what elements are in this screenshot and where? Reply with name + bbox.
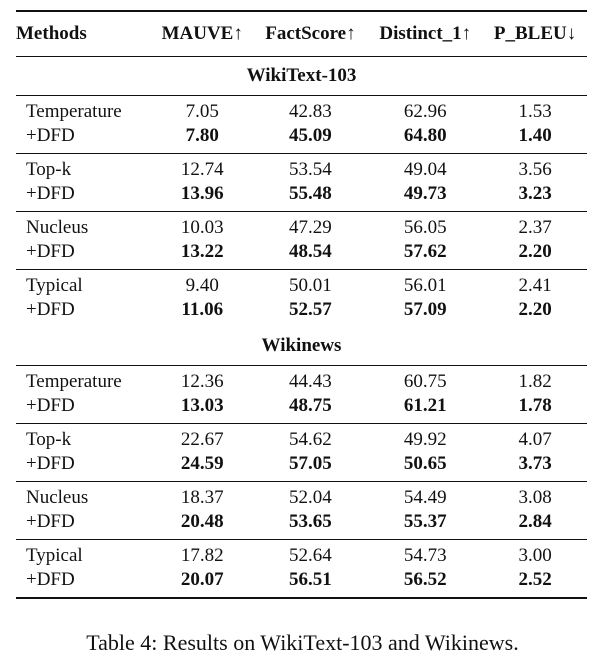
value-cell: 18.37 xyxy=(180,487,224,508)
table-header-row xyxy=(16,11,587,57)
table-body xyxy=(16,57,587,599)
method-cell: Nucleus xyxy=(26,487,89,508)
value-cell: 1.53 xyxy=(518,101,552,122)
results-table xyxy=(16,10,587,599)
value-cell: 2.84 xyxy=(483,510,587,540)
value-cell: 45.09 xyxy=(253,124,367,154)
section-title: WikiText-103 xyxy=(16,57,587,96)
value-cell: 57.09 xyxy=(403,299,447,320)
value-cell: 49.73 xyxy=(367,182,483,212)
table-row-dfd xyxy=(16,240,587,270)
value-cell: 17.82 xyxy=(180,545,224,566)
method-cell: +DFD xyxy=(16,240,151,270)
table-row-baseline xyxy=(16,482,587,511)
value-cell: 20.48 xyxy=(151,510,253,540)
value-cell: 49.04 xyxy=(403,159,447,180)
value-cell: 57.05 xyxy=(253,452,367,482)
value-cell: 11.06 xyxy=(181,299,224,320)
section-header-row xyxy=(16,327,587,366)
value-cell: 2.41 xyxy=(518,275,552,296)
value-cell: 50.65 xyxy=(367,452,483,482)
method-cell: Temperature xyxy=(26,101,122,122)
value-cell: 1.40 xyxy=(483,124,587,154)
value-cell: 49.92 xyxy=(403,429,447,450)
value-cell: 22.67 xyxy=(180,429,224,450)
value-cell: 4.07 xyxy=(518,429,552,450)
header-methods: Methods xyxy=(16,11,151,57)
table-row-dfd xyxy=(16,182,587,212)
section-title: Wikinews xyxy=(16,327,587,366)
value-cell: 56.01 xyxy=(403,275,447,296)
value-cell: 13.03 xyxy=(151,394,253,424)
value-cell: 54.49 xyxy=(403,487,447,508)
table-row-baseline xyxy=(16,154,587,183)
value-cell: 52.04 xyxy=(289,487,332,508)
value-cell: 12.36 xyxy=(180,371,224,392)
method-cell: +DFD xyxy=(16,452,151,482)
value-cell: 55.48 xyxy=(253,182,367,212)
value-cell: 3.23 xyxy=(483,182,587,212)
value-cell: 47.29 xyxy=(289,217,332,238)
method-cell: Top-k xyxy=(26,159,72,180)
value-cell: 50.01 xyxy=(289,275,332,296)
value-cell: 56.52 xyxy=(367,568,483,598)
method-cell: +DFD xyxy=(16,510,151,540)
value-cell: 64.80 xyxy=(367,124,483,154)
value-cell: 3.08 xyxy=(518,487,552,508)
table-row-dfd xyxy=(16,394,587,424)
value-cell: 2.20 xyxy=(518,299,552,320)
value-cell: 2.52 xyxy=(483,568,587,598)
value-cell: 13.96 xyxy=(151,182,253,212)
header-mauve: MAUVE↑ xyxy=(151,11,253,57)
value-cell: 12.74 xyxy=(180,159,224,180)
value-cell: 7.80 xyxy=(151,124,253,154)
value-cell: 56.51 xyxy=(253,568,367,598)
value-cell: 24.59 xyxy=(151,452,253,482)
value-cell: 61.21 xyxy=(367,394,483,424)
method-cell: Temperature xyxy=(26,371,122,392)
method-cell: Typical xyxy=(26,275,83,296)
table-caption: Table 4: Results on WikiText-103 and Wikinews. xyxy=(86,630,519,655)
value-cell: 3.73 xyxy=(483,452,587,482)
header-distinct-1: Distinct_1↑ xyxy=(367,11,483,57)
method-cell: +DFD xyxy=(16,124,151,154)
value-cell: 48.75 xyxy=(253,394,367,424)
table-row-baseline xyxy=(16,424,587,453)
header-p-bleu: P_BLEU↓ xyxy=(483,11,587,57)
value-cell: 60.75 xyxy=(403,371,447,392)
table-row-baseline xyxy=(16,540,587,569)
table-row-dfd xyxy=(16,124,587,154)
value-cell: 42.83 xyxy=(289,101,332,122)
section-header-row xyxy=(16,57,587,96)
value-cell: 56.05 xyxy=(403,217,447,238)
value-cell: 57.62 xyxy=(367,240,483,270)
value-cell: 52.57 xyxy=(289,299,332,320)
value-cell: 13.22 xyxy=(151,240,253,270)
table-row-dfd xyxy=(16,568,587,598)
value-cell: 53.54 xyxy=(289,159,332,180)
table-row-baseline xyxy=(16,270,587,299)
table-row-dfd xyxy=(16,298,587,327)
value-cell: 2.37 xyxy=(518,217,552,238)
method-cell: Top-k xyxy=(26,429,72,450)
results-table-container xyxy=(16,10,587,599)
value-cell: 52.64 xyxy=(289,545,332,566)
value-cell: 9.40 xyxy=(185,275,219,296)
value-cell: 3.00 xyxy=(518,545,552,566)
header-factscore: FactScore↑ xyxy=(253,11,367,57)
value-cell: 20.07 xyxy=(151,568,253,598)
method-cell: +DFD xyxy=(16,568,151,598)
method-cell: Typical xyxy=(26,545,83,566)
table-row-dfd xyxy=(16,452,587,482)
method-cell: +DFD xyxy=(26,299,75,320)
table-row-baseline xyxy=(16,96,587,125)
value-cell: 54.62 xyxy=(289,429,332,450)
value-cell: 48.54 xyxy=(253,240,367,270)
value-cell: 1.78 xyxy=(483,394,587,424)
table-row-baseline xyxy=(16,212,587,241)
value-cell: 53.65 xyxy=(253,510,367,540)
value-cell: 44.43 xyxy=(289,371,332,392)
method-cell: +DFD xyxy=(16,394,151,424)
value-cell: 2.20 xyxy=(483,240,587,270)
value-cell: 1.82 xyxy=(518,371,552,392)
value-cell: 7.05 xyxy=(185,101,219,122)
value-cell: 62.96 xyxy=(403,101,447,122)
table-row-baseline xyxy=(16,366,587,395)
value-cell: 54.73 xyxy=(403,545,447,566)
value-cell: 55.37 xyxy=(367,510,483,540)
method-cell: +DFD xyxy=(16,182,151,212)
table-row-dfd xyxy=(16,510,587,540)
value-cell: 10.03 xyxy=(180,217,224,238)
value-cell: 3.56 xyxy=(518,159,552,180)
method-cell: Nucleus xyxy=(26,217,89,238)
